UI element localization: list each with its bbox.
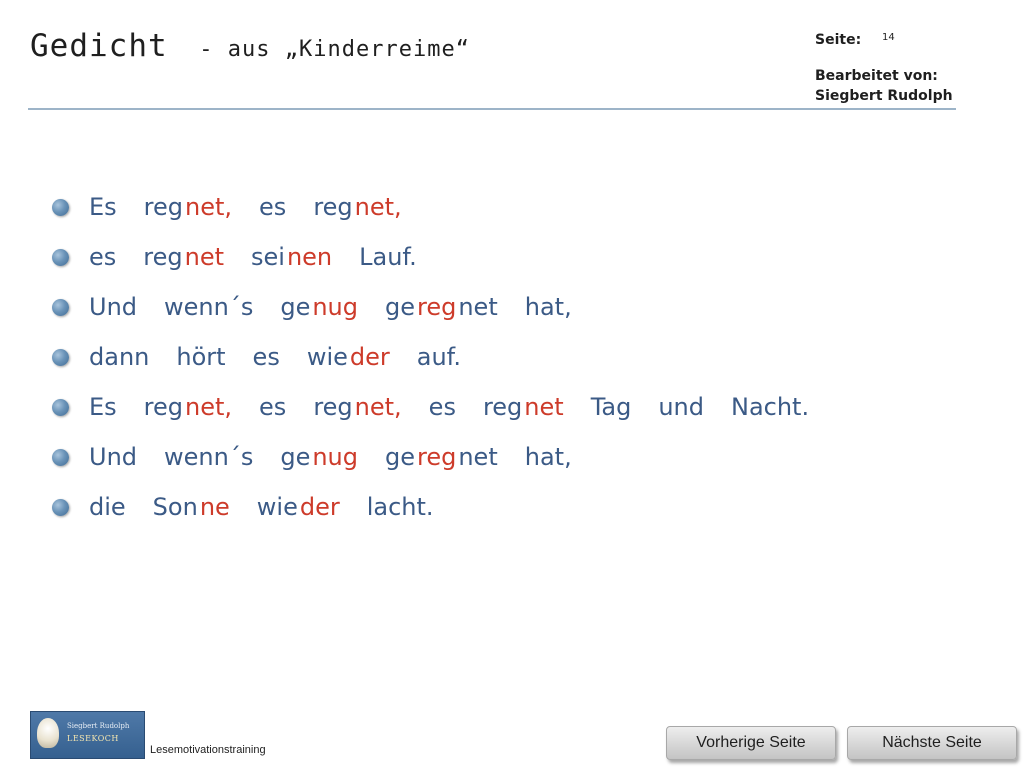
syllable: der — [349, 343, 390, 371]
syllable: lacht. — [366, 493, 434, 521]
poem-word — [525, 443, 574, 471]
syllable: reg — [417, 443, 457, 471]
poem-word — [251, 243, 334, 271]
syllable: wie — [306, 343, 348, 371]
bullet-icon — [52, 499, 69, 516]
syllable: Es — [89, 193, 117, 221]
syllable: net — [524, 393, 564, 421]
syllable: Tag — [590, 393, 632, 421]
syllable: es — [428, 393, 456, 421]
syllable: wenn´s — [164, 443, 254, 471]
poem-word — [591, 393, 634, 421]
syllable: reg — [482, 393, 523, 421]
poem-line-words — [89, 343, 488, 371]
syllable: net, — [354, 393, 402, 421]
syllable: es — [89, 243, 117, 271]
syllable: es — [259, 193, 287, 221]
poem-word — [367, 493, 436, 521]
syllable: es — [259, 393, 287, 421]
poem-word — [89, 493, 128, 521]
poem-word — [89, 243, 118, 271]
poem-word — [143, 243, 226, 271]
syllable: auf. — [416, 343, 462, 371]
syllable: und — [658, 393, 704, 421]
poem-word — [429, 393, 458, 421]
poem-word — [144, 393, 234, 421]
poem-word — [257, 493, 342, 521]
poem-line — [52, 182, 836, 232]
poem-word — [417, 343, 463, 371]
footer-label: Lesemotivationstraining — [150, 744, 266, 756]
poem-word — [658, 393, 706, 421]
syllable: net — [184, 243, 225, 271]
syllable: reg — [417, 293, 457, 321]
poem-line — [52, 282, 836, 332]
page-subtitle: - aus „Kinderreime“ — [199, 37, 470, 62]
poem-word — [89, 193, 119, 221]
next-page-button[interactable]: Nächste Seite — [847, 726, 1017, 760]
poem-word — [259, 193, 288, 221]
poem — [52, 182, 836, 532]
poem-word — [259, 393, 288, 421]
syllable: wie — [256, 493, 298, 521]
poem-word — [164, 443, 255, 471]
edited-by-label: Bearbeitet von: — [815, 68, 938, 84]
syllable: die — [89, 493, 126, 521]
poem-word — [313, 393, 403, 421]
editor-name: Siegbert Rudolph — [815, 88, 953, 104]
syllable: der — [299, 493, 340, 521]
header-divider — [28, 108, 956, 110]
syllable: nug — [312, 443, 358, 471]
syllable: dann — [89, 343, 150, 371]
syllable: Lauf. — [359, 243, 417, 271]
page-title-block — [30, 28, 470, 64]
poem-line — [52, 382, 836, 432]
bullet-icon — [52, 249, 69, 266]
bullet-icon — [52, 449, 69, 466]
syllable: hat, — [524, 443, 572, 471]
syllable: reg — [313, 193, 353, 221]
syllable: ge — [280, 293, 311, 321]
syllable: reg — [143, 193, 184, 221]
poem-word — [525, 293, 574, 321]
poem-word — [280, 293, 360, 321]
poem-word — [280, 443, 360, 471]
syllable: net — [458, 293, 498, 321]
logo-author-text: Siegbert Rudolph — [67, 722, 130, 730]
syllable: hört — [176, 343, 226, 371]
poem-line-words — [89, 193, 429, 221]
poem-word — [359, 243, 419, 271]
syllable: reg — [143, 243, 183, 271]
syllable: net, — [185, 393, 233, 421]
poem-word — [89, 443, 139, 471]
poem-line-words — [89, 493, 461, 521]
poem-word — [483, 393, 566, 421]
syllable: net — [458, 443, 498, 471]
syllable: nen — [286, 243, 333, 271]
poem-line — [52, 482, 836, 532]
poem-word — [731, 393, 811, 421]
poem-word — [385, 293, 500, 321]
syllable: Son — [152, 493, 198, 521]
syllable: Und — [89, 443, 138, 471]
poem-line-words — [89, 443, 599, 471]
poem-line-words — [89, 293, 599, 321]
poem-word — [164, 293, 255, 321]
poem-line — [52, 232, 836, 282]
poem-word — [89, 343, 151, 371]
lightbulb-icon — [37, 718, 59, 748]
syllable: net, — [354, 193, 402, 221]
bullet-icon — [52, 299, 69, 316]
page-meta — [815, 30, 953, 106]
poem-word — [313, 193, 403, 221]
syllable: hat, — [524, 293, 572, 321]
syllable: ne — [199, 493, 230, 521]
syllable: es — [252, 343, 280, 371]
syllable: nug — [312, 293, 358, 321]
syllable: wenn´s — [164, 293, 254, 321]
poem-line — [52, 432, 836, 482]
page-number: 14 — [882, 32, 895, 43]
poem-line-words — [89, 243, 444, 271]
syllable: Es — [89, 393, 117, 421]
syllable: ge — [385, 443, 415, 471]
syllable: ge — [385, 293, 415, 321]
poem-word — [307, 343, 392, 371]
poem-word — [253, 343, 282, 371]
syllable: sei — [251, 243, 285, 271]
lesekoch-logo — [30, 711, 145, 759]
bullet-icon — [52, 199, 69, 216]
poem-line-words — [89, 393, 836, 421]
poem-word — [144, 193, 234, 221]
poem-word — [89, 393, 119, 421]
syllable: Nacht. — [730, 393, 810, 421]
syllable: Und — [89, 293, 138, 321]
page-label: Seite: — [815, 32, 862, 48]
page-title: Gedicht — [30, 28, 168, 64]
poem-word — [153, 493, 232, 521]
syllable: reg — [143, 393, 184, 421]
logo-brand-text: LESEKOCH — [67, 734, 119, 743]
syllable: ge — [280, 443, 311, 471]
poem-word — [176, 343, 227, 371]
syllable: reg — [313, 393, 353, 421]
previous-page-button[interactable]: Vorherige Seite — [666, 726, 836, 760]
poem-line — [52, 332, 836, 382]
syllable: net, — [185, 193, 233, 221]
bullet-icon — [52, 349, 69, 366]
poem-word — [89, 293, 139, 321]
bullet-icon — [52, 399, 69, 416]
poem-word — [385, 443, 500, 471]
